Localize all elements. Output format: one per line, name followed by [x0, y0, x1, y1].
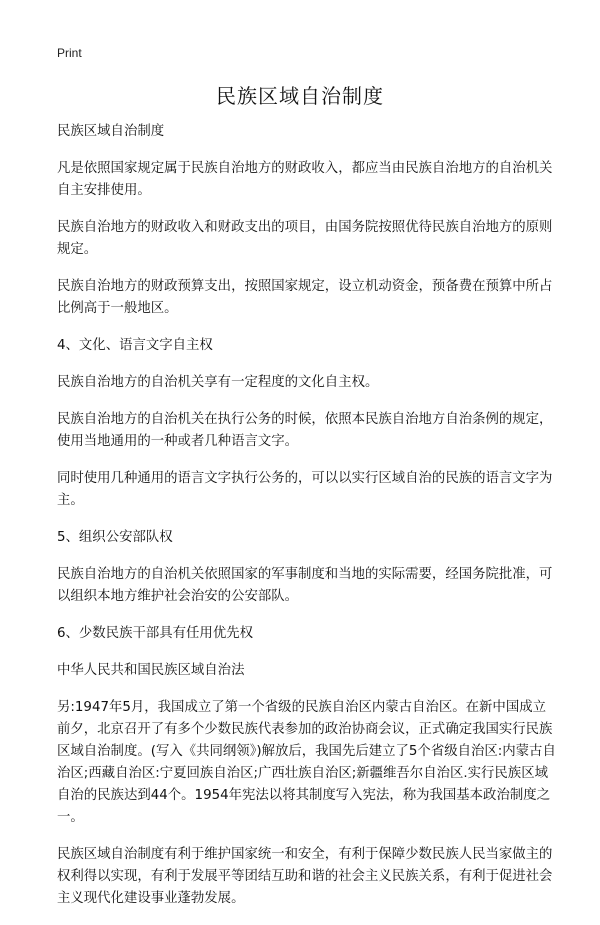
paragraph: 民族自治地方的自治机关在执行公务的时候，依照本民族自治地方自治条例的规定，使用当地通用的一种或者几种语言文字。 — [57, 412, 553, 449]
section-heading: 民族区域自治制度 — [57, 124, 165, 139]
document-body — [57, 121, 557, 925]
section-heading: 5、组织公安部队权 — [57, 530, 173, 545]
paragraph: 民族自治地方的财政收入和财政支出的项目，由国务院按照优待民族自治地方的原则规定。 — [57, 220, 553, 257]
paragraph: 民族自治地方的自治机关享有一定程度的文化自主权。 — [57, 375, 379, 390]
paragraph: 同时使用几种通用的语言文字执行公务的，可以以实行区域自治的民族的语言文字为主。 — [57, 471, 553, 508]
section-heading: 4、文化、语言文字自主权 — [57, 338, 213, 353]
document-title: 民族区域自治制度 — [216, 84, 384, 108]
paragraph: 民族区域自治制度有利于维护国家统一和安全，有利于保障少数民族人民当家做主的权利得以实现，有利于发展平等团结互助和谐的社会主义民族关系，有利于促进社会主义现代化建设事业蓬勃发展。 — [57, 847, 553, 906]
paragraph: 民族自治地方的自治机关依照国家的军事制度和当地的实际需要，经国务院批准，可以组织本地方维护社会治安的公安部队。 — [57, 567, 553, 604]
paragraph: 民族自治地方的财政预算支出，按照国家规定，设立机动资金，预备费在预算中所占比例高于一般地区。 — [57, 279, 553, 316]
section-heading: 中华人民共和国民族区域自治法 — [57, 663, 245, 678]
print-label: Print — [57, 46, 82, 60]
paragraph: 凡是依照国家规定属于民族自治地方的财政收入，都应当由民族自治地方的自治机关自主安排使用。 — [57, 161, 553, 198]
paragraph: 另:1947年5月，我国成立了第一个省级的民族自治区内蒙古自治区。在新中国成立前夕，北京召开了有多个少数民族代表参加的政治协商会议，正式确定我国实行民族区域自治制度。(写入《共同纲领》)解放后，我国先后建立了5个省级自治区:内蒙古自治区;西藏自治区:宁夏回族自治区;广西壮族自治区;新疆维吾尔自治区.实行民族区域自治的民族达到44个。1954年宪法以将其制度写入宪法，称为我国基本政治制度之一。 — [57, 700, 556, 825]
section-heading: 6、少数民族干部具有任用优先权 — [57, 626, 253, 641]
